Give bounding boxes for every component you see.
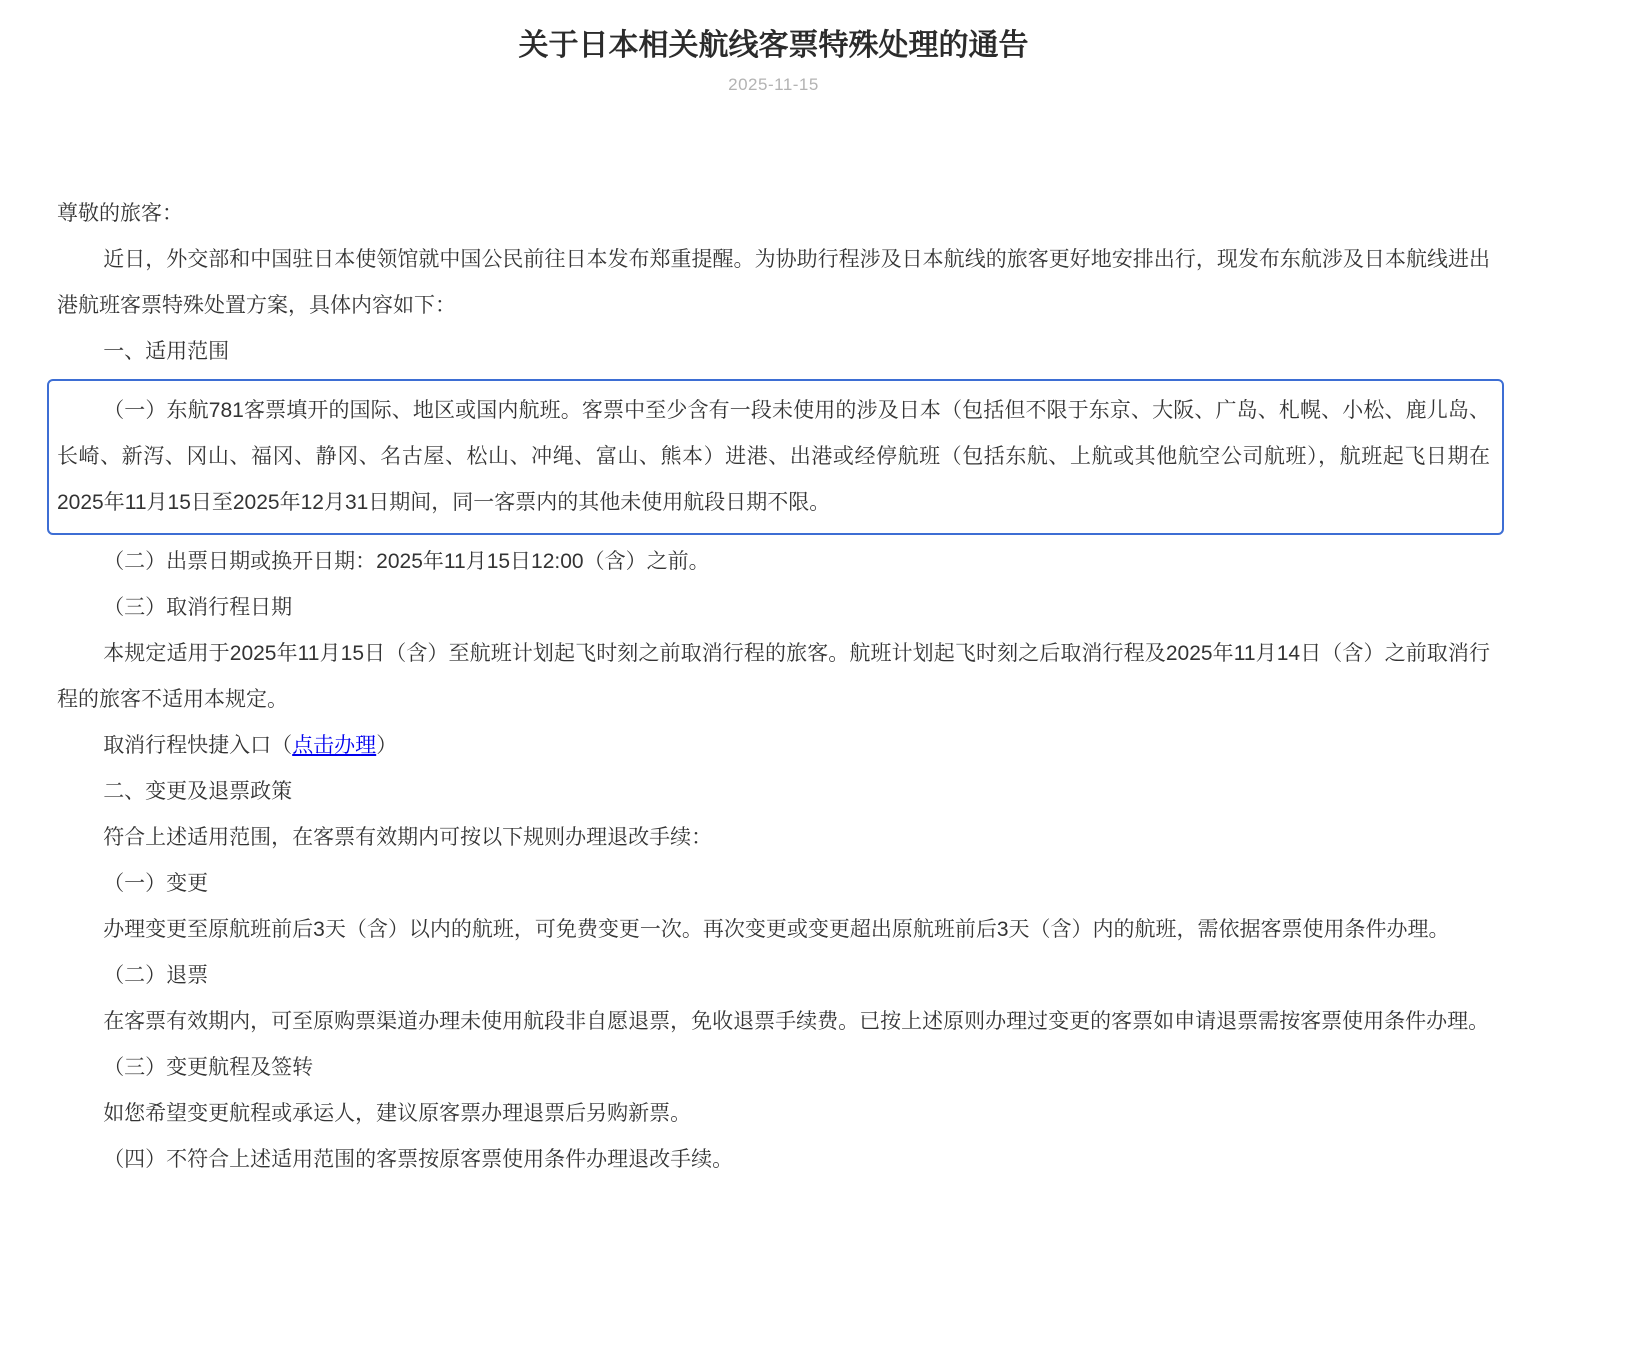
cancel-trip-link[interactable]: 点击办理 <box>292 734 377 757</box>
salutation: 尊敬的旅客： <box>57 202 183 225</box>
shortcut-suffix: ） <box>376 734 398 757</box>
policy-intro: 符合上述适用范围，在客票有效期内可按以下规则办理退改手续： <box>103 826 713 849</box>
intro-paragraph: 近日，外交部和中国驻日本使领馆就中国公民前往日本发布郑重提醒。为协助行程涉及日本航线的旅客更好地安排出行，现发布东航涉及日本航线进出港航班客票特殊处置方案，具体内容如下： <box>57 248 1490 317</box>
change-body: 办理变更至原航班前后3天（含）以内的航班，可免费变更一次。再次变更或变更超出原航班前后3天（含）内的航班，需依据客票使用条件办理。 <box>103 918 1450 941</box>
other-item: （四）不符合上述适用范围的客票按原客票使用条件办理退改手续。 <box>103 1148 734 1171</box>
change-heading: （一）变更 <box>103 872 209 895</box>
notice-body <box>57 191 1490 1183</box>
refund-heading: （二）退票 <box>103 964 209 987</box>
page-title: 关于日本相关航线客票特殊处理的通告 <box>518 29 1029 62</box>
cancel-policy-paragraph: 本规定适用于2025年11月15日（含）至航班计划起飞时刻之前取消行程的旅客。航班计划起飞时刻之后取消行程及2025年11月14日（含）之前取消行程的旅客不适用本规定。 <box>57 642 1490 711</box>
refund-body: 在客票有效期内，可至原购票渠道办理未使用航段非自愿退票，免收退票手续费。已按上述原则办理过变更的客票如申请退票需按客票使用条件办理。 <box>103 1010 1490 1033</box>
cancel-shortcut-line <box>57 723 1490 769</box>
section1-heading: 一、适用范围 <box>103 340 230 363</box>
scope-item-3: （三）取消行程日期 <box>103 596 293 619</box>
scope-item-2: （二）出票日期或换开日期：2025年11月15日12:00（含）之前。 <box>103 550 710 573</box>
reroute-heading: （三）变更航程及签转 <box>103 1056 314 1079</box>
section2-heading: 二、变更及退票政策 <box>103 780 293 803</box>
publish-date: 2025-11-15 <box>728 75 819 94</box>
highlighted-scope-box <box>47 379 1504 535</box>
scope-item-1: （一）东航781客票填开的国际、地区或国内航班。客票中至少含有一段未使用的涉及日本（包括但不限于东京、大阪、广岛、札幌、小松、鹿儿岛、长崎、新泻、冈山、福冈、静冈、名古屋、松山、冲绳、富山、熊本）进港、出港或经停航班（包括东航、上航或其他航空公司航班），航班起飞日期在2025年11月15日至2025年12月31日期间，同一客票内的其他未使用航段日期不限。 <box>57 399 1490 514</box>
shortcut-prefix: 取消行程快捷入口（ <box>103 734 293 757</box>
reroute-body: 如您希望变更航程或承运人，建议原客票办理退票后另购新票。 <box>103 1102 692 1125</box>
